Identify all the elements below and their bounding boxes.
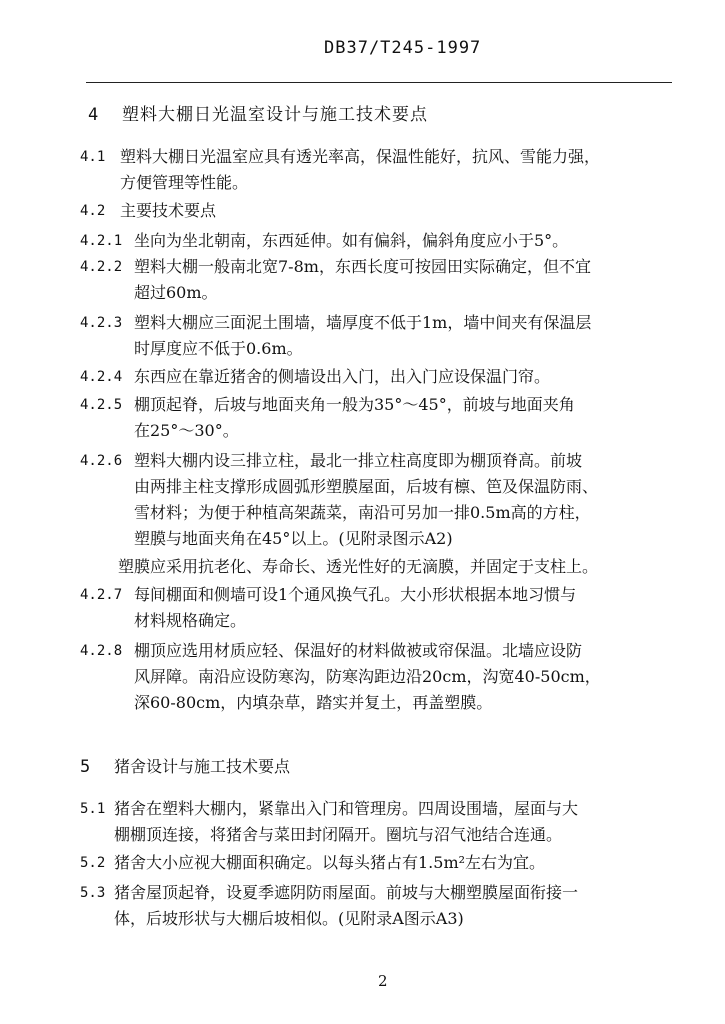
page-number: 2 <box>378 972 388 990</box>
item-number: 4.1 <box>80 149 106 165</box>
item-text: 东西应在靠近猪舍的侧墙设出入门，出入门应设保温门帘。 <box>134 367 551 386</box>
item-number: 4.2.3 <box>80 315 123 331</box>
section-5-number: 5 <box>80 757 92 777</box>
section-5-title: 猪舍设计与施工技术要点 <box>114 757 291 776</box>
header-rule <box>86 82 672 83</box>
item-number: 4.2.8 <box>80 643 123 659</box>
item-text: 方便管理等性能。 <box>120 173 249 192</box>
item-text: 塑料大棚应三面泥土围墙，墙厚度不低于1m，墙中间夹有保温层 <box>134 313 592 332</box>
item-number: 5.3 <box>80 885 106 901</box>
item-number: 4.2.2 <box>80 259 123 275</box>
item-text: 在25°～30°。 <box>134 421 239 440</box>
item-text: 主要技术要点 <box>120 201 217 220</box>
item-number: 5.1 <box>80 801 106 817</box>
item-text: 塑料大棚内设三排立柱，最北一排立柱高度即为棚顶脊高。前坡 <box>134 451 583 470</box>
item-number: 4.2.5 <box>80 397 123 413</box>
section-4-title: 塑料大棚日光温室设计与施工技术要点 <box>122 105 428 125</box>
item-text: 棚顶起脊，后坡与地面夹角一般为35°～45°，前坡与地面夹角 <box>134 395 575 414</box>
item-text: 超过60m。 <box>134 283 218 302</box>
item-text: 体，后坡形状与大棚后坡相似。(见附录A图示A3) <box>114 909 464 928</box>
item-text: 材料规格确定。 <box>134 611 247 630</box>
item-text: 深60-80cm，内填杂草，踏实并复土，再盖塑膜。 <box>134 693 493 712</box>
item-text: 风屏障。南沿应设防寒沟，防寒沟距边沿20cm，沟宽40-50cm， <box>134 667 601 686</box>
item-text: 塑膜与地面夹角在45°以上。(见附录图示A2) <box>134 529 453 548</box>
item-text: 猪舍在塑料大棚内，紧靠出入门和管理房。四周设围墙，屋面与大 <box>114 799 579 818</box>
item-number: 4.2 <box>80 203 106 219</box>
item-text: 棚棚顶连接，将猪舍与菜田封闭隔开。圈坑与沼气池结合连通。 <box>114 825 563 844</box>
item-text: 时厚度应不低于0.6m。 <box>134 339 303 358</box>
item-number: 4.2.1 <box>80 233 123 249</box>
item-number: 4.2.6 <box>80 453 123 469</box>
item-text: 塑料大棚一般南北宽7-8m，东西长度可按园田实际确定，但不宜 <box>134 257 591 276</box>
item-number: 4.2.7 <box>80 587 123 603</box>
item-text: 猪舍屋顶起脊，设夏季遮阴防雨屋面。前坡与大棚塑膜屋面衔接一 <box>114 883 579 902</box>
item-text: 每间棚面和侧墙可设1个通风换气孔。大小形状根据本地习惯与 <box>134 585 577 604</box>
document-code: DB37/T245-1997 <box>324 38 482 58</box>
item-text: 雪材料；为便于种植高架蔬菜，南沿可另加一排0.5m高的方柱， <box>134 503 591 522</box>
item-text: 由两排主柱支撑形成圆弧形塑膜屋面，后坡有檩、笆及保温防雨、 <box>134 477 599 496</box>
item-number: 5.2 <box>80 855 106 871</box>
item-text: 塑膜应采用抗老化、寿命长、透光性好的无滴膜，并固定于支柱上。 <box>118 557 599 576</box>
item-text: 坐向为坐北朝南，东西延伸。如有偏斜，偏斜角度应小于5°。 <box>134 231 569 250</box>
item-number: 4.2.4 <box>80 369 123 385</box>
item-text: 猪舍大小应视大棚面积确定。以每头猪占有1.5m²左右为宜。 <box>114 853 546 872</box>
section-4-number: 4 <box>88 105 100 125</box>
item-text: 塑料大棚日光温室应具有透光率高，保温性能好，抗风、雪能力强， <box>120 147 601 166</box>
item-text: 棚顶应选用材质应轻、保温好的材料做被或帘保温。北墙应设防 <box>134 641 583 660</box>
